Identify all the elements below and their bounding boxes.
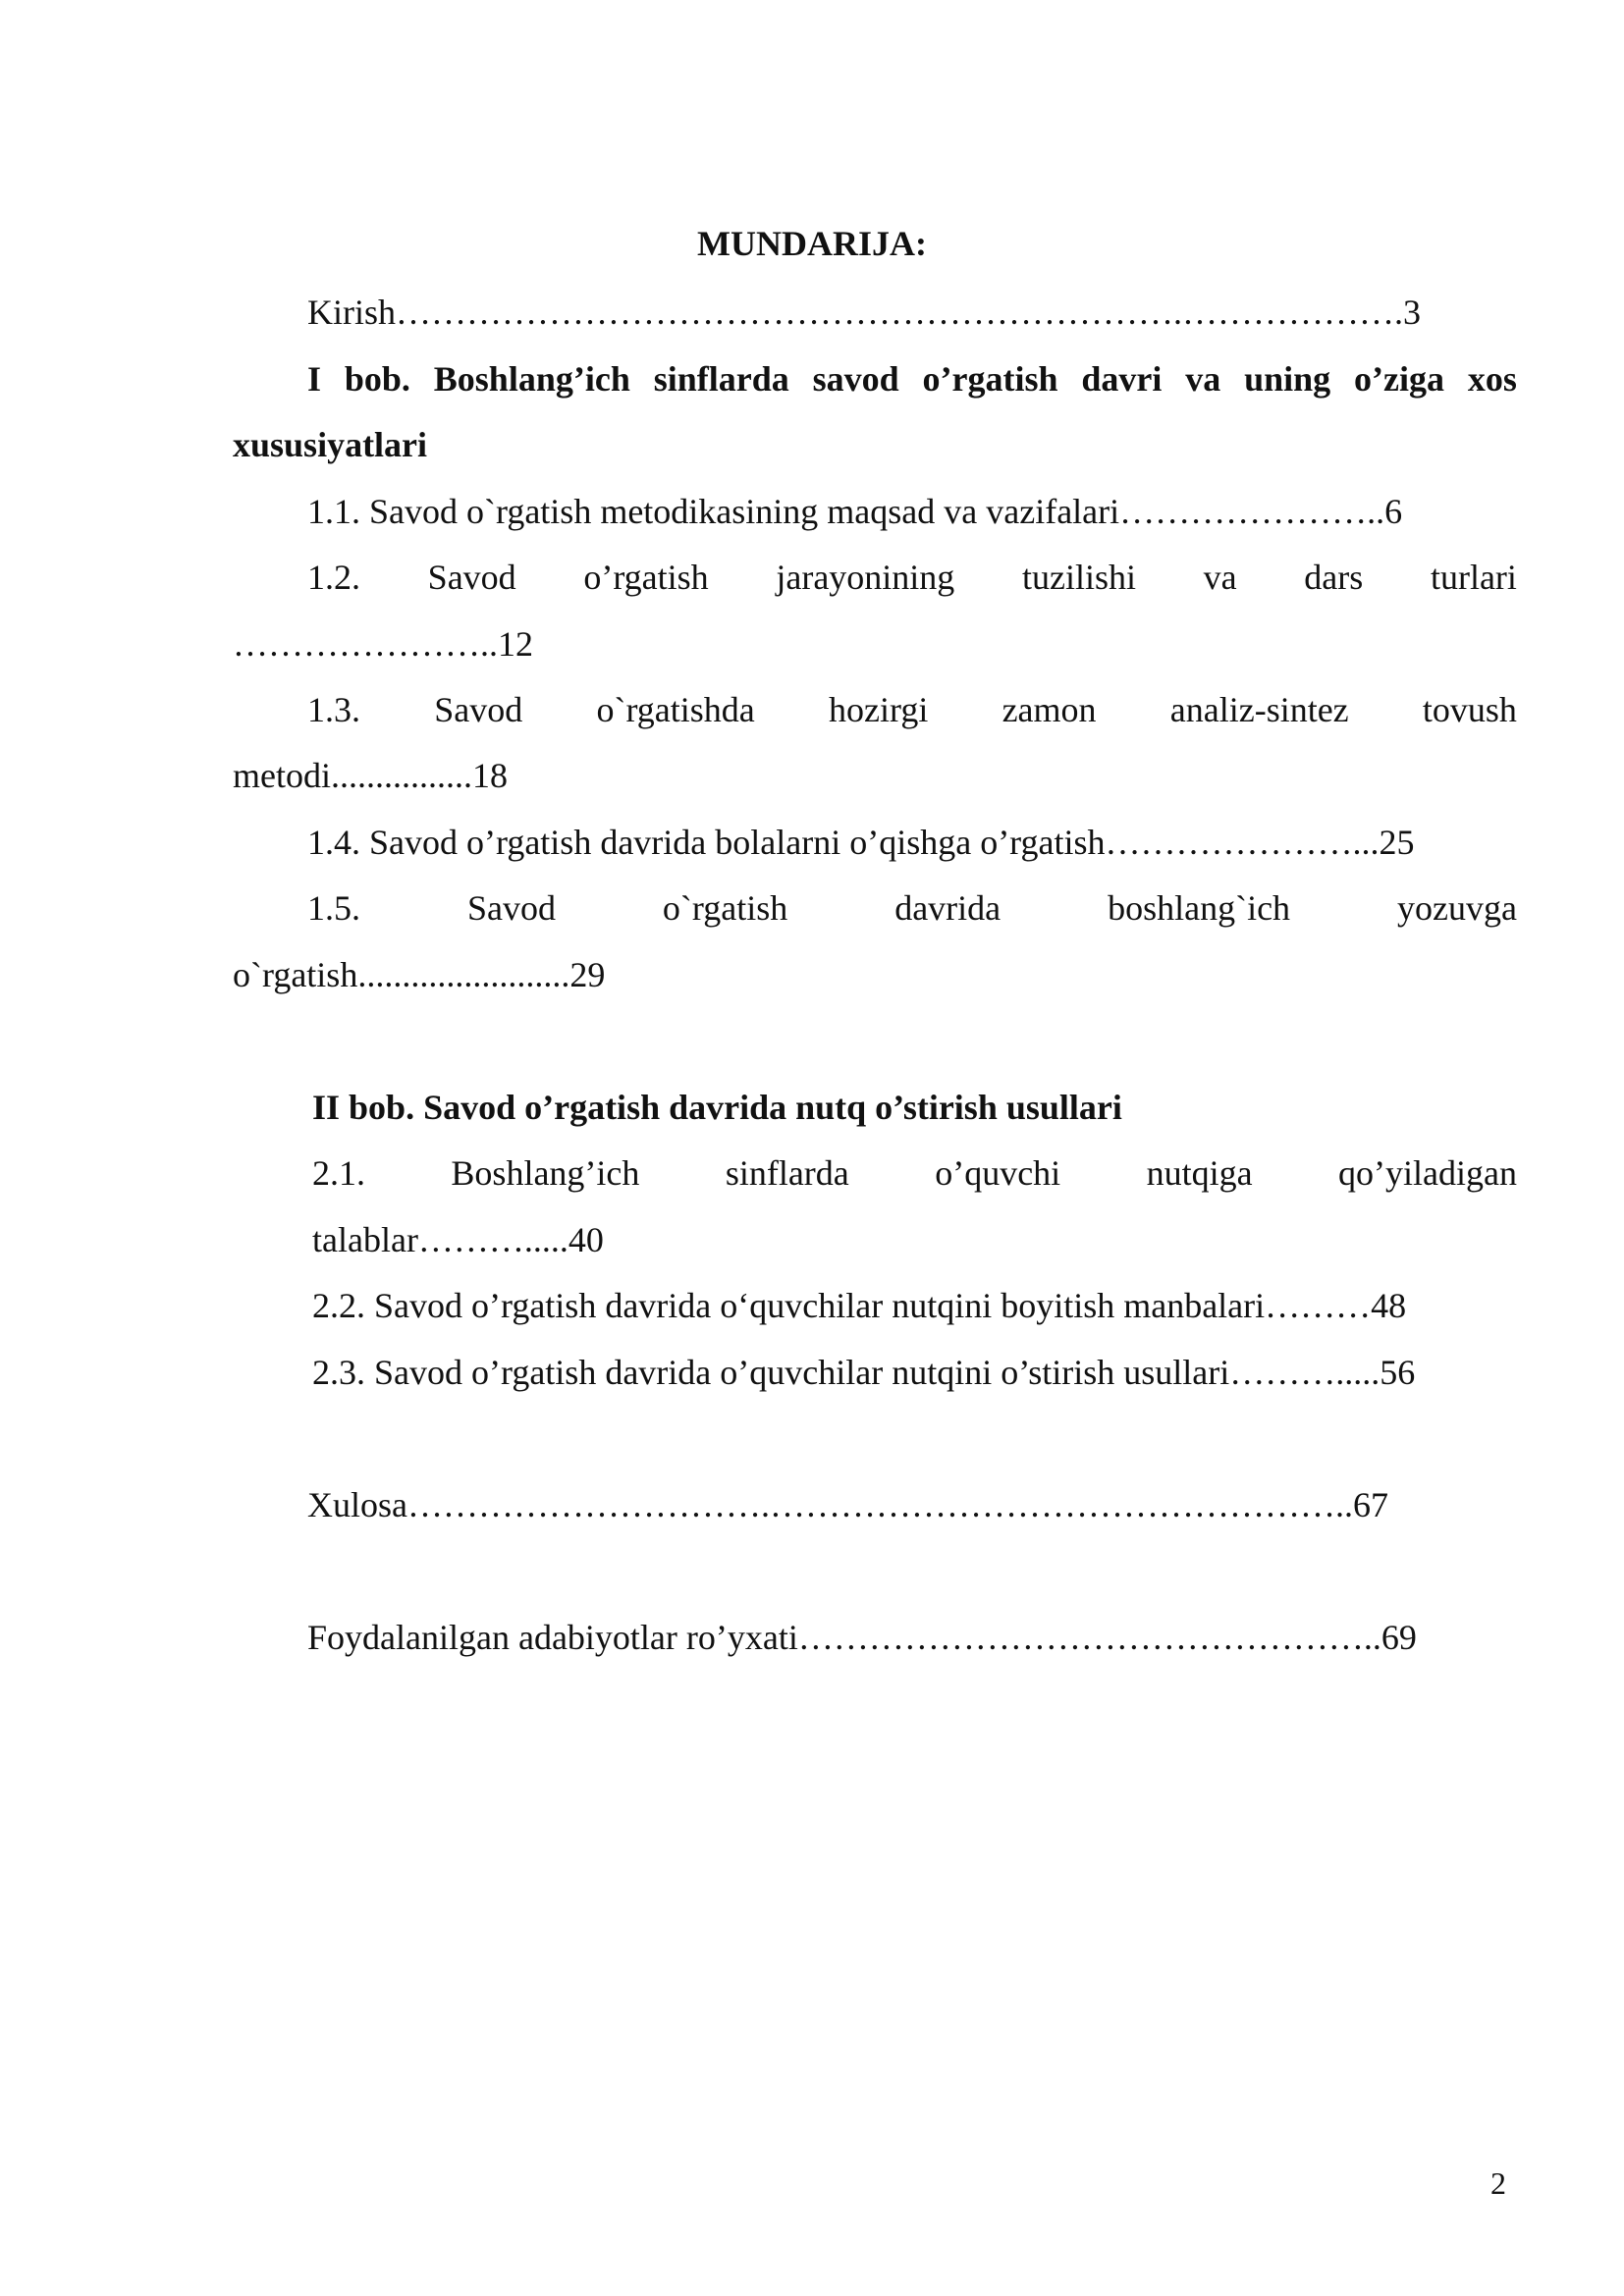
page-number: 2 xyxy=(1490,2165,1506,2201)
toc-entry-1-5-word: davrida xyxy=(894,888,1001,928)
toc-chapter-1-heading-word: uning xyxy=(1244,359,1331,399)
toc-entry-1-3-word: 1.3. xyxy=(307,690,360,729)
toc-entry-1-2-word: dars xyxy=(1304,558,1364,597)
toc-entry-1-3 xyxy=(307,692,1517,727)
toc-chapter-1-heading-cont: xususiyatlari xyxy=(233,425,428,464)
toc-entry-1-3-word: Savod xyxy=(434,690,523,729)
toc-entry-2-3: 2.3. Savod o’rgatish davrida o’quvchilar nutqini o’stirish usullari……….....56 xyxy=(312,1353,1416,1392)
toc-entry-1-3-word: hozirgi xyxy=(829,690,929,729)
toc-chapter-1-heading-word: o’rgatish xyxy=(922,359,1058,399)
toc-entry-2-2: 2.2. Savod o’rgatish davrida o‘quvchilar nutqini boyitish manbalari………48 xyxy=(312,1286,1407,1325)
toc-entry-1-5-word: yozuvga xyxy=(1397,888,1517,928)
toc-entry-1-4: 1.4. Savod o’rgatish davrida bolalarni o’qishga o’rgatish…………………...25 xyxy=(307,823,1415,862)
toc-entry-1-2-word: va xyxy=(1203,558,1237,597)
toc-entry-2-1-word: nutqiga xyxy=(1146,1153,1253,1193)
toc-entry-2-1-word: sinflarda xyxy=(725,1153,849,1193)
toc-entry-1-5-cont: o`rgatish........................29 xyxy=(233,955,606,994)
toc-title: MUNDARIJA: xyxy=(697,224,927,263)
toc-entry-1-2-word: tuzilishi xyxy=(1021,558,1136,597)
toc-chapter-1-heading-word: o’ziga xyxy=(1354,359,1444,399)
toc-entry-1-2-cont: …………………..12 xyxy=(233,624,533,664)
toc-entry-2-1 xyxy=(312,1155,1517,1191)
toc-entry-1-3-word: analiz-sintez xyxy=(1169,690,1349,729)
toc-entry-1-3-cont: metodi................18 xyxy=(233,756,508,795)
toc-entry-2-1-word: Boshlang’ich xyxy=(451,1153,640,1193)
toc-entry-1-1: 1.1. Savod o`rgatish metodikasining maqsad va vazifalari…………………..6 xyxy=(307,492,1403,531)
toc-chapter-1-heading-word: va xyxy=(1185,359,1221,399)
toc-chapter-1-heading-word: bob. xyxy=(344,359,410,399)
toc-entry-1-2 xyxy=(307,560,1517,595)
toc-chapter-1-heading-word: davri xyxy=(1081,359,1163,399)
toc-entry-xulosa: Xulosa………………………….…………………………………………..67 xyxy=(307,1485,1388,1524)
toc-entry-1-3-word: tovush xyxy=(1422,690,1517,729)
toc-chapter-1-heading-word: I xyxy=(307,359,322,399)
toc-chapter-2-heading: II bob. Savod o’rgatish davrida nutq o’stirish usullari xyxy=(312,1088,1122,1127)
toc-entry-1-5-word: 1.5. xyxy=(307,888,360,928)
toc-entry-adabiyotlar: Foydalanilgan adabiyotlar ro’yxati…………………………………………..69 xyxy=(307,1618,1417,1657)
toc-entry-1-2-word: jarayonining xyxy=(776,558,955,597)
toc-entry-1-5 xyxy=(307,890,1517,926)
toc-chapter-1-heading-word: Boshlang’ich xyxy=(433,359,630,399)
toc-entry-1-3-word: zamon xyxy=(1001,690,1097,729)
toc-entry-kirish: Kirish………………………………………………………….……………….3 xyxy=(307,293,1421,332)
toc-entry-1-5-word: boshlang`ich xyxy=(1108,888,1291,928)
toc-entry-1-2-word: o’rgatish xyxy=(583,558,709,597)
toc-entry-1-2-word: 1.2. xyxy=(307,558,360,597)
toc-entry-1-2-word: turlari xyxy=(1430,558,1517,597)
toc-entry-2-1-cont: talablar……….....40 xyxy=(312,1220,604,1259)
toc-entry-1-5-word: o`rgatish xyxy=(662,888,788,928)
toc-chapter-1-heading-word: xos xyxy=(1467,359,1517,399)
toc-entry-2-1-word: o’quvchi xyxy=(935,1153,1061,1193)
toc-chapter-1-heading-word: savod xyxy=(812,359,899,399)
toc-chapter-1-heading xyxy=(307,361,1517,397)
toc-chapter-1-heading-word: sinflarda xyxy=(653,359,789,399)
toc-entry-1-3-word: o`rgatishda xyxy=(596,690,755,729)
toc-entry-2-1-word: 2.1. xyxy=(312,1153,365,1193)
toc-entry-1-2-word: Savod xyxy=(427,558,516,597)
toc-entry-2-1-word: qo’yiladigan xyxy=(1338,1153,1517,1193)
toc-entry-1-5-word: Savod xyxy=(466,888,556,928)
